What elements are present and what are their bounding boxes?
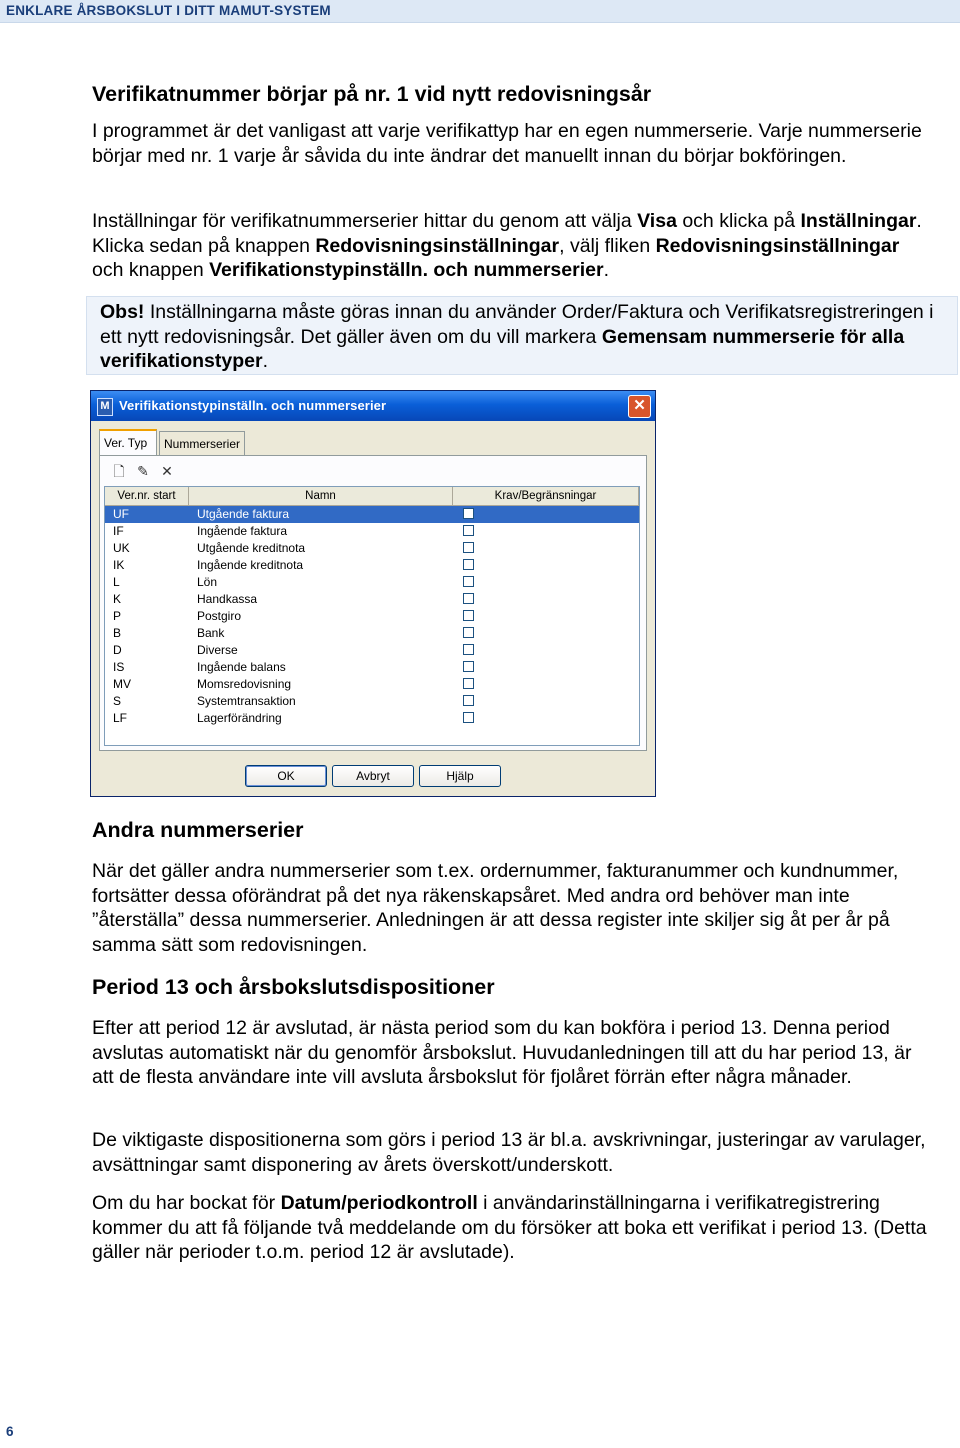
- table-row[interactable]: [105, 625, 639, 642]
- tab-nummerserier[interactable]: Nummerserier: [159, 431, 245, 455]
- row-name: Utgående kreditnota: [197, 541, 306, 555]
- table-row[interactable]: [105, 506, 639, 523]
- table-row[interactable]: [105, 557, 639, 574]
- row-name: Utgående faktura: [197, 507, 290, 521]
- header-band: [0, 0, 960, 23]
- restriction-checkbox[interactable]: [463, 695, 474, 706]
- row-name: Ingående kreditnota: [197, 558, 304, 572]
- row-code: B: [113, 626, 122, 640]
- section2-heading: Andra nummerserier: [92, 818, 304, 842]
- restriction-checkbox[interactable]: [463, 610, 474, 621]
- table-row[interactable]: [105, 659, 639, 676]
- tab-panel: [99, 455, 647, 751]
- row-code: LF: [113, 711, 128, 725]
- row-code: K: [113, 592, 122, 606]
- row-code: UF: [113, 507, 129, 521]
- section3-paragraph-3: Om du har bockat för Datum/periodkontroll i användarinställningarna i verifikatregistrering kommer du att få följande två meddelande om du försöker att boka ett verifikat i period 13. (Detta gäller när perioder t.o.m. period 12 är avslutade).: [92, 1192, 927, 1263]
- row-code: MV: [113, 677, 131, 691]
- restriction-checkbox[interactable]: [463, 593, 474, 604]
- row-name: Ingående faktura: [197, 524, 288, 538]
- table-row[interactable]: [105, 540, 639, 557]
- restriction-checkbox[interactable]: [463, 508, 474, 519]
- row-code: IK: [113, 558, 125, 572]
- column-header-name[interactable]: Namn: [189, 487, 453, 505]
- help-button[interactable]: Hjälp: [419, 765, 501, 787]
- column-header-start[interactable]: Ver.nr. start: [105, 487, 189, 505]
- section3-heading: Period 13 och årsbokslutsdispositioner: [92, 975, 495, 999]
- row-name: Momsredovisning: [197, 677, 292, 691]
- table-row[interactable]: [105, 710, 639, 727]
- restriction-checkbox[interactable]: [463, 576, 474, 587]
- restriction-checkbox[interactable]: [463, 627, 474, 638]
- cancel-button[interactable]: Avbryt: [332, 765, 414, 787]
- note-text: Obs! Inställningarna måste göras innan du använder Order/Faktura och Verifikatsregistreringen i ett nytt redovisningsår. Det gäller även om du vill markera Gemensam nummerserie för alla verifikationstyper.: [100, 301, 934, 372]
- new-icon[interactable]: 🗋: [113, 463, 125, 479]
- section1-paragraph-2: Inställningar för verifikatnummerserier hittar du genom att välja Visa och klicka på Inställningar. Klicka sedan på knappen Redovisningsinställningar, välj fliken Redovisningsinställningar och knappen Verifikationstypinställn. och nummerserier.: [92, 210, 922, 281]
- row-name: Diverse: [197, 643, 238, 657]
- section2-paragraph-1: När det gäller andra nummerserier som t.ex. ordernummer, fakturanummer och kundnummer, fortsätter dessa oförändrat på det nya räkenskapsåret. Med andra ord behöver man inte ”återställa” dessa nummerserier. Anledningen är att dessa register inte skiljer sig åt per år på samma sätt som redovisningen.: [92, 860, 899, 956]
- restriction-checkbox[interactable]: [463, 712, 474, 723]
- table-row[interactable]: [105, 642, 639, 659]
- delete-icon[interactable]: ✕: [161, 463, 173, 479]
- section3-paragraph-1: Efter att period 12 är avslutad, är nästa period som du kan bokföra i period 13. Denna period avslutas automatiskt när du genomför årsbokslut. Huvudanledningen till att du har period 13, är att de flesta användare inte vill avsluta årsbokslut för fjolåret förrän efter några månader.: [92, 1017, 912, 1088]
- page-number: 6: [6, 1424, 14, 1439]
- restriction-checkbox[interactable]: [463, 678, 474, 689]
- section3-paragraph-2: De viktigaste dispositionerna som görs i period 13 är bl.a. avskrivningar, justeringar av varulager, avsättningar samt disponering av årets överskott/underskott.: [92, 1129, 926, 1176]
- row-name: Lön: [197, 575, 218, 589]
- table-row[interactable]: [105, 693, 639, 710]
- row-name: Ingående balans: [197, 660, 286, 674]
- table-row[interactable]: [105, 591, 639, 608]
- mamut-app-icon: M: [97, 398, 113, 416]
- grid-header: [105, 487, 639, 506]
- section1-heading: Verifikatnummer börjar på nr. 1 vid nytt redovisningsår: [92, 82, 652, 106]
- row-code: S: [113, 694, 122, 708]
- restriction-checkbox[interactable]: [463, 542, 474, 553]
- restriction-checkbox[interactable]: [463, 525, 474, 536]
- row-code: P: [113, 609, 122, 623]
- restriction-checkbox[interactable]: [463, 644, 474, 655]
- ok-button[interactable]: OK: [245, 765, 327, 787]
- row-code: L: [113, 575, 120, 589]
- edit-icon[interactable]: ✎: [137, 463, 149, 479]
- restriction-checkbox[interactable]: [463, 559, 474, 570]
- row-name: Systemtransaktion: [197, 694, 296, 708]
- row-name: Handkassa: [197, 592, 258, 606]
- section1-paragraph-1: I programmet är det vanligast att varje verifikattyp har en egen nummerserie. Varje nummerserie börjar med nr. 1 varje år såvida du inte ändrar det manuellt innan du börjar bokföringen.: [92, 120, 922, 167]
- row-name: Postgiro: [197, 609, 242, 623]
- settings-dialog: [90, 390, 656, 797]
- tab-ver-typ[interactable]: Ver. Typ: [99, 429, 157, 455]
- table-row[interactable]: [105, 676, 639, 693]
- table-row[interactable]: [105, 608, 639, 625]
- close-button[interactable]: ✕: [628, 395, 651, 418]
- row-name: Lagerförändring: [197, 711, 282, 725]
- header-title: ENKLARE ÅRSBOKSLUT I DITT MAMUT-SYSTEM: [6, 3, 331, 18]
- row-code: UK: [113, 541, 130, 555]
- row-name: Bank: [197, 626, 225, 640]
- table-row[interactable]: [105, 523, 639, 540]
- row-code: D: [113, 643, 122, 657]
- table-row[interactable]: [105, 574, 639, 591]
- column-header-restrictions[interactable]: Krav/Begränsningar: [453, 487, 639, 505]
- voucher-type-grid: [104, 486, 640, 746]
- dialog-title: Verifikationstypinställn. och nummerserier: [119, 398, 387, 413]
- row-code: IS: [113, 660, 125, 674]
- dialog-titlebar[interactable]: [91, 391, 655, 421]
- restriction-checkbox[interactable]: [463, 661, 474, 672]
- row-code: IF: [113, 524, 124, 538]
